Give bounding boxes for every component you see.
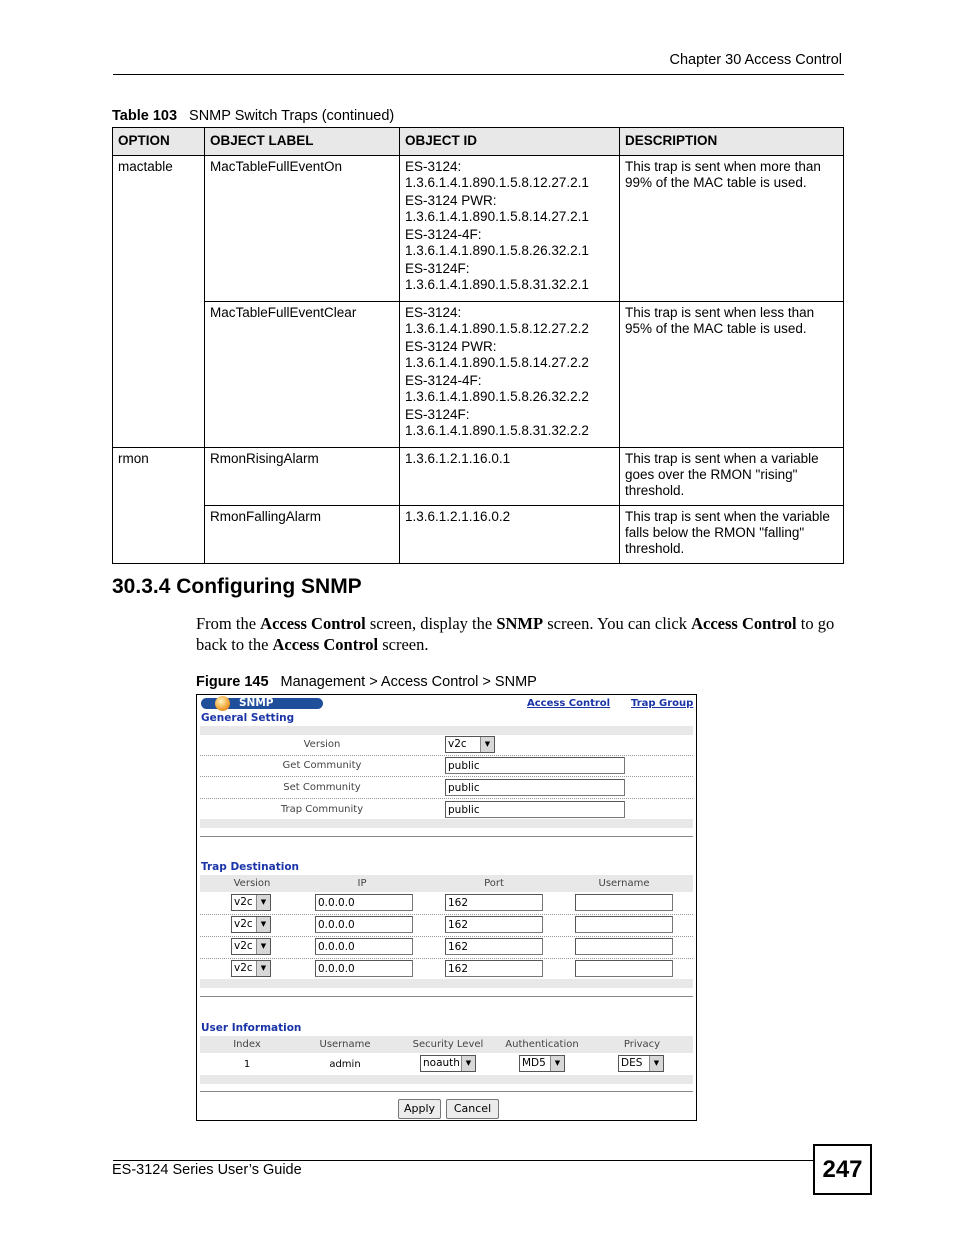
trap-version-select[interactable] bbox=[231, 960, 271, 977]
oid-line bbox=[405, 193, 614, 225]
page-number: 247 bbox=[813, 1144, 872, 1195]
trap-version-select[interactable] bbox=[231, 916, 271, 933]
oid-value: 1.3.6.1.4.1.890.1.5.8.31.32.2.2 bbox=[405, 423, 589, 438]
table-row bbox=[113, 448, 844, 506]
section-rule bbox=[200, 836, 693, 837]
trap-group-link[interactable]: Trap Group bbox=[631, 698, 694, 709]
oid-model: ES-3124: bbox=[405, 305, 462, 320]
footer-band bbox=[200, 819, 693, 828]
oid-value: 1.3.6.1.4.1.890.1.5.8.14.27.2.1 bbox=[405, 209, 589, 224]
snmp-title: SNMP bbox=[239, 697, 274, 709]
chapter-header: Chapter 30 Access Control bbox=[669, 52, 842, 68]
trap-version-value: v2c bbox=[234, 896, 253, 908]
cell-object-id: 1.3.6.1.2.1.16.0.1 bbox=[400, 448, 620, 506]
get-community-input[interactable]: public bbox=[445, 757, 625, 774]
intro-text: screen, display the bbox=[365, 614, 497, 633]
footer-rule bbox=[113, 1160, 813, 1161]
user-col-username: Username bbox=[319, 1039, 371, 1050]
divider bbox=[200, 914, 693, 915]
authentication-value: MD5 bbox=[522, 1057, 546, 1069]
trap-username-input[interactable] bbox=[575, 894, 673, 911]
cancel-button[interactable]: Cancel bbox=[446, 1099, 499, 1119]
trap-username-input[interactable] bbox=[575, 938, 673, 955]
oid-value: 1.3.6.1.4.1.890.1.5.8.14.27.2.2 bbox=[405, 355, 589, 370]
oid-model: ES-3124F: bbox=[405, 261, 470, 276]
divider bbox=[200, 798, 693, 799]
trap-footer-band bbox=[200, 979, 693, 988]
header-band bbox=[200, 726, 693, 735]
user-col-index: Index bbox=[233, 1039, 261, 1050]
oid-model: ES-3124 PWR: bbox=[405, 193, 497, 208]
cell-description: This trap is sent when the variable falls below the RMON "falling" threshold. bbox=[620, 506, 844, 564]
dropdown-arrow-icon: ▼ bbox=[461, 1056, 475, 1071]
dropdown-arrow-icon: ▼ bbox=[256, 917, 270, 932]
oid-line bbox=[405, 159, 614, 191]
intro-bold: Access Control bbox=[272, 634, 379, 654]
user-col-privacy: Privacy bbox=[623, 1039, 661, 1050]
cell-description: This trap is sent when a variable goes over the RMON "rising" threshold. bbox=[620, 448, 844, 506]
cell-object-label: RmonFallingAlarm bbox=[205, 506, 400, 564]
privacy-value: DES bbox=[621, 1057, 643, 1069]
snmp-traps-table bbox=[112, 127, 844, 564]
user-col-authentication: Authentication bbox=[505, 1039, 579, 1050]
trap-port-input[interactable]: 162 bbox=[445, 960, 543, 977]
trap-port-input[interactable]: 162 bbox=[445, 894, 543, 911]
section-rule bbox=[200, 996, 693, 997]
cell-option: rmon bbox=[113, 448, 205, 564]
footer-guide-title: ES-3124 Series User’s Guide bbox=[112, 1162, 302, 1178]
trap-col-username: Username bbox=[598, 878, 650, 889]
oid-model: ES-3124: bbox=[405, 159, 462, 174]
table-row bbox=[113, 302, 844, 448]
oid-line bbox=[405, 373, 614, 405]
snmp-title-pill bbox=[201, 698, 323, 709]
divider bbox=[200, 755, 693, 756]
oid-model: ES-3124 PWR: bbox=[405, 339, 497, 354]
trap-community-label: Trap Community bbox=[280, 804, 364, 815]
cell-object-id bbox=[400, 302, 620, 448]
trap-version-select[interactable] bbox=[231, 938, 271, 955]
trap-version-value: v2c bbox=[234, 962, 253, 974]
divider bbox=[200, 958, 693, 959]
oid-model: ES-3124-4F: bbox=[405, 227, 482, 242]
trap-version-select[interactable] bbox=[231, 894, 271, 911]
authentication-select[interactable] bbox=[519, 1055, 565, 1072]
intro-bold: SNMP bbox=[496, 614, 544, 633]
trap-port-input[interactable]: 162 bbox=[445, 938, 543, 955]
table-row bbox=[113, 156, 844, 302]
oid-value: 1.3.6.1.4.1.890.1.5.8.31.32.2.1 bbox=[405, 277, 589, 292]
col-header-object-id: OBJECT ID bbox=[400, 128, 620, 156]
oid-line bbox=[405, 227, 614, 259]
version-select[interactable] bbox=[445, 736, 495, 753]
trap-col-port: Port bbox=[484, 878, 504, 889]
table-header-row bbox=[113, 128, 844, 156]
section-rule bbox=[200, 1091, 693, 1092]
oid-value: 1.3.6.1.4.1.890.1.5.8.12.27.2.2 bbox=[405, 321, 589, 336]
access-control-link[interactable]: Access Control bbox=[527, 698, 611, 709]
intro-paragraph bbox=[196, 614, 846, 655]
dropdown-arrow-icon: ▼ bbox=[256, 939, 270, 954]
oid-line bbox=[405, 407, 614, 439]
oid-line bbox=[405, 339, 614, 371]
table-row bbox=[113, 506, 844, 564]
privacy-select[interactable] bbox=[618, 1055, 664, 1072]
trap-ip-input[interactable]: 0.0.0.0 bbox=[315, 916, 413, 933]
trap-version-value: v2c bbox=[234, 918, 253, 930]
trap-col-ip: IP bbox=[357, 878, 367, 889]
oid-value: 1.3.6.1.4.1.890.1.5.8.26.32.2.2 bbox=[405, 389, 589, 404]
user-index: 1 bbox=[243, 1059, 251, 1070]
header-rule bbox=[113, 74, 844, 75]
intro-text: screen. You can click bbox=[543, 614, 692, 633]
dropdown-arrow-icon: ▼ bbox=[256, 895, 270, 910]
orb-icon bbox=[215, 696, 230, 711]
oid-value: 1.3.6.1.4.1.890.1.5.8.12.27.2.1 bbox=[405, 175, 589, 190]
cell-description: This trap is sent when more than 99% of the MAC table is used. bbox=[620, 156, 844, 302]
col-header-option: OPTION bbox=[113, 128, 205, 156]
table-label: Table 103 bbox=[112, 108, 178, 124]
cell-object-label: MacTableFullEventOn bbox=[205, 156, 400, 302]
oid-line bbox=[405, 305, 614, 337]
trap-ip-input[interactable]: 0.0.0.0 bbox=[315, 938, 413, 955]
intro-text: screen. bbox=[378, 634, 429, 654]
figure-label: Figure 145 bbox=[196, 674, 269, 690]
dropdown-arrow-icon: ▼ bbox=[256, 961, 270, 976]
trap-destination-title: Trap Destination bbox=[201, 861, 300, 873]
oid-model: ES-3124F: bbox=[405, 407, 470, 422]
oid-line bbox=[405, 261, 614, 293]
trap-username-input[interactable] bbox=[575, 916, 673, 933]
trap-ip-input[interactable]: 0.0.0.0 bbox=[315, 960, 413, 977]
intro-bold: Access Control bbox=[691, 614, 797, 633]
user-col-security-level: Security Level bbox=[412, 1039, 484, 1050]
intro-bold: Access Control bbox=[260, 614, 366, 633]
trap-community-input[interactable]: public bbox=[445, 801, 625, 818]
set-community-label: Set Community bbox=[283, 782, 361, 793]
trap-port-input[interactable]: 162 bbox=[445, 916, 543, 933]
cell-object-label: RmonRisingAlarm bbox=[205, 448, 400, 506]
security-level-select[interactable] bbox=[420, 1055, 476, 1072]
intro-text: to go back to the bbox=[196, 614, 835, 654]
cell-object-label: MacTableFullEventClear bbox=[205, 302, 400, 448]
user-username: admin bbox=[329, 1059, 361, 1070]
trap-username-input[interactable] bbox=[575, 960, 673, 977]
apply-button[interactable]: Apply bbox=[398, 1099, 441, 1119]
user-footer-band bbox=[200, 1075, 693, 1084]
user-information-title: User Information bbox=[201, 1022, 302, 1034]
cell-object-id bbox=[400, 156, 620, 302]
cell-description: This trap is sent when less than 95% of the MAC table is used. bbox=[620, 302, 844, 448]
get-community-label: Get Community bbox=[282, 760, 362, 771]
section-title: 30.3.4 Configuring SNMP bbox=[112, 575, 362, 598]
set-community-input[interactable]: public bbox=[445, 779, 625, 796]
figure-caption bbox=[196, 674, 537, 690]
intro-text: From the bbox=[196, 614, 261, 633]
oid-model: ES-3124-4F: bbox=[405, 373, 482, 388]
col-header-description: DESCRIPTION bbox=[620, 128, 844, 156]
oid-value: 1.3.6.1.4.1.890.1.5.8.26.32.2.1 bbox=[405, 243, 589, 258]
trap-version-value: v2c bbox=[234, 940, 253, 952]
figure-title: Management > Access Control > SNMP bbox=[280, 674, 537, 690]
table-title: SNMP Switch Traps (continued) bbox=[189, 108, 395, 124]
trap-ip-input[interactable]: 0.0.0.0 bbox=[315, 894, 413, 911]
divider bbox=[200, 776, 693, 777]
version-value: v2c bbox=[448, 738, 467, 750]
security-level-value: noauth bbox=[423, 1057, 460, 1069]
col-header-object-label: OBJECT LABEL bbox=[205, 128, 400, 156]
version-label: Version bbox=[303, 739, 341, 750]
divider bbox=[200, 936, 693, 937]
dropdown-arrow-icon: ▼ bbox=[550, 1056, 564, 1071]
general-setting-title: General Setting bbox=[201, 712, 295, 724]
dropdown-arrow-icon: ▼ bbox=[480, 737, 494, 752]
cell-option: mactable bbox=[113, 156, 205, 448]
snmp-screen bbox=[196, 694, 697, 1121]
cell-object-id: 1.3.6.1.2.1.16.0.2 bbox=[400, 506, 620, 564]
dropdown-arrow-icon: ▼ bbox=[649, 1056, 663, 1071]
trap-col-version: Version bbox=[233, 878, 271, 889]
table-caption bbox=[112, 108, 394, 124]
